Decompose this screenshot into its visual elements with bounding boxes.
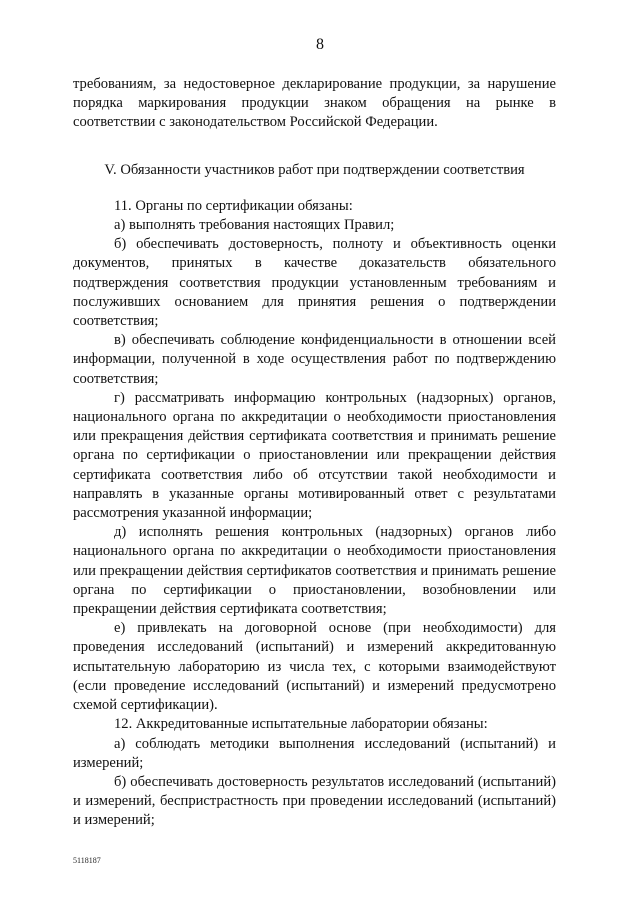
- paragraph-11g: г) рассматривать информацию контрольных (надзорных) органов, национального органа по аккредитации о необходимости приостановления или прекращения действия сертификата соответствия и принимать решение органа по сертификации о приостановлении или прекращении действия сертификата соответствия либо об отсутствии такой необходимости и направлять в указанные органы мотивированный ответ с результатами рассмотрения указанной информации;: [73, 389, 556, 522]
- paragraph-11b: б) обеспечивать достоверность, полноту и объективность оценки документов, принятых в качестве доказательств обязательного подтверждения соответствия продукции установленным требованиям и послуживших основанием для принятия решения о подтверждении соответствия;: [73, 236, 556, 330]
- paragraph-11v: в) обеспечивать соблюдение конфиденциальности в отношении всей информации, полученной в ходе осуществления работ по подтверждению соответствия;: [73, 332, 556, 387]
- paragraph-12a: а) соблюдать методики выполнения исследований (испытаний) и измерений;: [73, 735, 556, 771]
- paragraph-12: 12. Аккредитованные испытательные лаборатории обязаны:: [114, 716, 488, 733]
- intro-paragraph: требованиям, за недостоверное декларирование продукции, за нарушение порядка маркирования продукции знаком обращения на рынке в соответствии с законодательством Российской Федерации.: [73, 76, 556, 131]
- paragraph-12b: б) обеспечивать достоверность результатов исследований (испытаний) и измерений, беспристрастность при проведении исследований (испытаний) и измерений;: [73, 773, 556, 829]
- paragraph-11a: а) выполнять требования настоящих Правил;: [114, 217, 395, 234]
- document-code: 5118187: [73, 856, 101, 865]
- paragraph-11e: е) привлекать на договорной основе (при необходимости) для проведения исследований (испытаний) и измерений аккредитованную испытательную лабораторию из числа тех, с которыми взаимодействуют (если проведение исследований (испытаний) и измерений предусмотрено схемой сертификации).: [73, 620, 556, 714]
- page-number: 8: [316, 36, 324, 53]
- section-heading: V. Обязанности участников работ при подтверждении соответствия: [104, 161, 525, 178]
- document-body: [73, 75, 556, 831]
- paragraph-11d: д) исполнять решения контрольных (надзорных) органов либо национального органа по аккредитации о необходимости приостановления или прекращении действия сертификатов соответствия и принимать решение органа по сертификации о приостановлении, возобновлении или прекращении действия сертификата соответствия;: [73, 524, 556, 618]
- paragraph-11: 11. Органы по сертификации обязаны:: [114, 197, 353, 214]
